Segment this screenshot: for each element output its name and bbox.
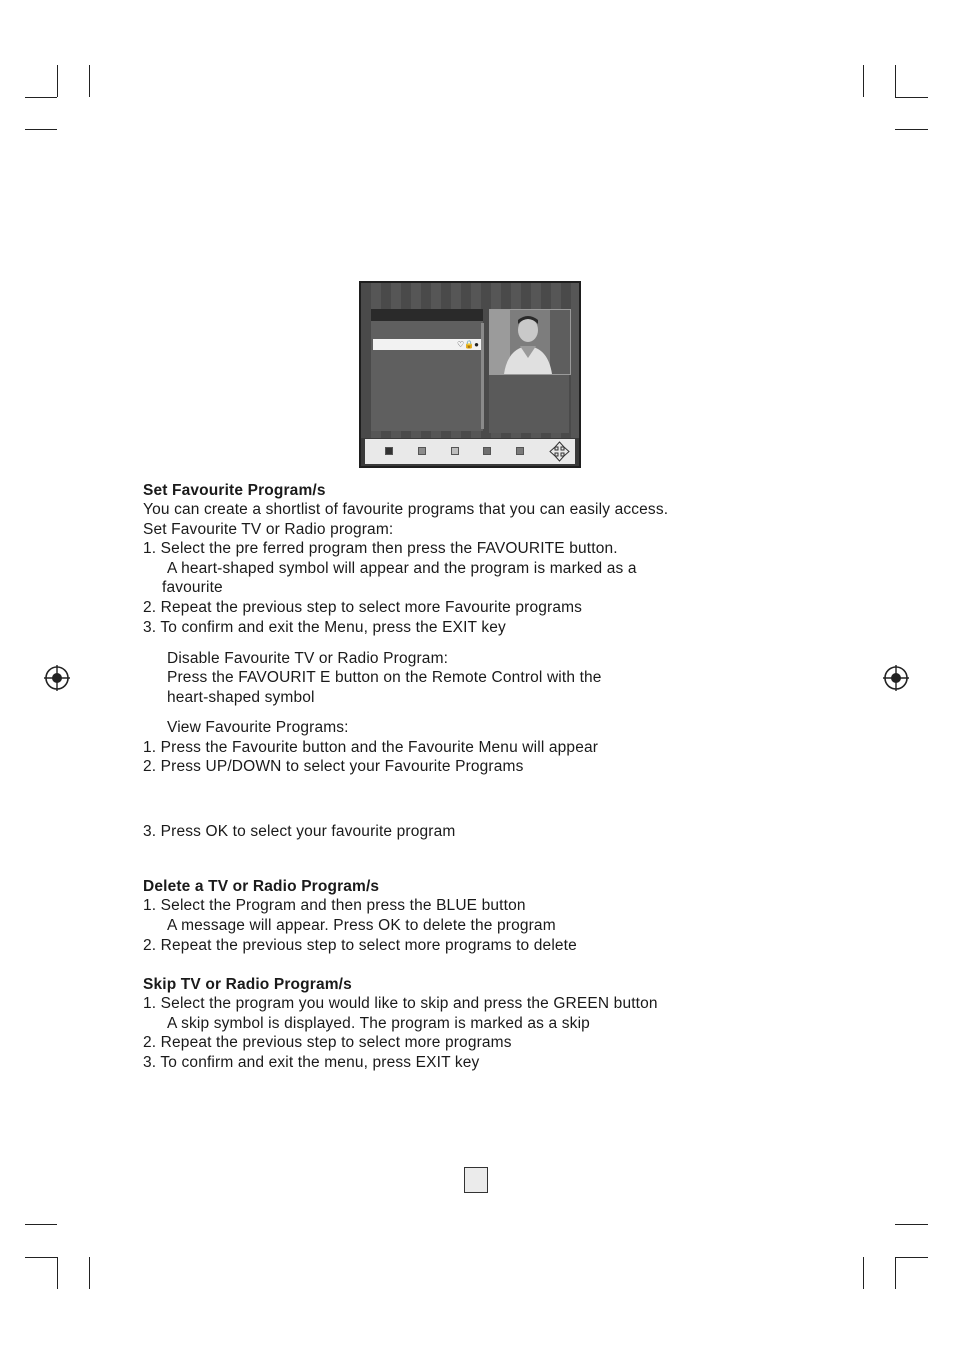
text-line: 2. Repeat the previous step to select more programs [143, 1034, 512, 1051]
crop-mark [25, 1224, 57, 1225]
section-heading-delete: Delete a TV or Radio Program/s [143, 878, 380, 895]
text-line: 3. Press OK to select your favourite program [143, 823, 456, 840]
page-number-box [464, 1167, 488, 1193]
registration-mark-icon [44, 665, 70, 691]
dpad-icon [549, 441, 570, 462]
text-line: Press the FAVOURIT E button on the Remote Control with the [167, 669, 602, 686]
text-line: heart-shaped symbol [167, 689, 315, 706]
selected-channel-row [373, 339, 481, 350]
text-line: A heart-shaped symbol will appear and the program is marked as a [167, 560, 637, 577]
crop-mark [895, 97, 928, 98]
crop-mark [863, 1257, 864, 1289]
crop-mark [57, 65, 58, 97]
color-button-bar [365, 439, 575, 464]
text-line: A skip symbol is displayed. The program is marked as a skip [167, 1015, 590, 1032]
favourite-lock-icons: ♡🔒● [457, 340, 479, 349]
crop-mark [895, 1257, 928, 1258]
color-button [385, 447, 393, 455]
text-line: 1. Select the program you would like to skip and press the GREEN button [143, 995, 658, 1012]
text-line: 2. Repeat the previous step to select more Favourite programs [143, 599, 583, 616]
crop-mark [25, 129, 57, 130]
registration-mark-icon [883, 665, 909, 691]
text-line: Disable Favourite TV or Radio Program: [167, 650, 449, 667]
text-line: favourite [162, 579, 223, 596]
section-heading-skip: Skip TV or Radio Program/s [143, 976, 352, 993]
channel-list-panel [371, 309, 483, 431]
color-button [483, 447, 491, 455]
crop-mark [895, 129, 928, 130]
crop-mark [863, 65, 864, 97]
text-line: 1. Select the pre ferred program then press the FAVOURITE button. [143, 540, 618, 557]
presenter-photo [490, 310, 570, 374]
crop-mark [25, 1257, 57, 1258]
color-button [418, 447, 426, 455]
text-line: 2. Press UP/DOWN to select your Favourite Programs [143, 758, 524, 775]
text-line: 2. Repeat the previous step to select more programs to delete [143, 937, 577, 954]
color-button [516, 447, 524, 455]
section-heading-favourite: Set Favourite Program/s [143, 482, 326, 499]
crop-mark [895, 65, 896, 97]
text-line: View Favourite Programs: [167, 719, 349, 736]
text-line: You can create a shortlist of favourite programs that you can easily access. [143, 501, 669, 518]
program-info-panel [489, 375, 569, 433]
crop-mark [895, 1257, 896, 1289]
channel-list-header [371, 309, 483, 321]
text-line: 1. Press the Favourite button and the Favourite Menu will appear [143, 739, 599, 756]
color-button [451, 447, 459, 455]
favourite-menu-screenshot [359, 281, 581, 468]
video-preview [489, 309, 571, 375]
crop-mark [25, 97, 57, 98]
crop-mark [89, 65, 90, 97]
text-line: A message will appear. Press OK to delete the program [167, 917, 556, 934]
text-line: 1. Select the Program and then press the BLUE button [143, 897, 526, 914]
crop-mark [895, 1224, 928, 1225]
crop-mark [57, 1257, 58, 1289]
text-line: 3. To confirm and exit the Menu, press the EXIT key [143, 619, 506, 636]
crop-mark [89, 1257, 90, 1289]
channel-list-scrollbar [481, 323, 484, 429]
text-line: Set Favourite TV or Radio program: [143, 521, 394, 538]
text-line: 3. To confirm and exit the menu, press EXIT key [143, 1054, 480, 1071]
